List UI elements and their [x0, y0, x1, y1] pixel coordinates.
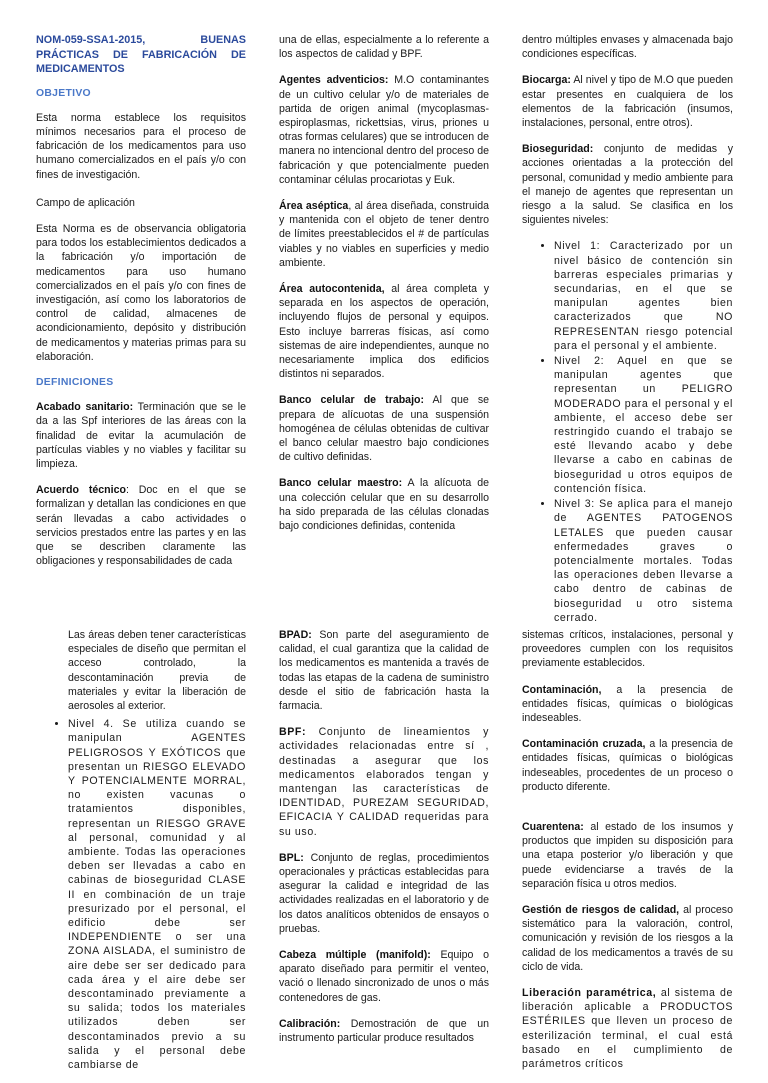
continuation-text: Las áreas deben tener características especiales de diseño que permitan el acceso controlado, la descontaminación previa de materiales y evitar la liberación de aerosoles al exterior. — [68, 629, 246, 713]
definiciones-heading: DEFINICIONES — [36, 376, 114, 388]
term-label: Calibración: — [279, 1017, 341, 1030]
definition-text: Terminación que se le da a las Spf interiores de las áreas con la finalidad de evitar la acumulación de partículas viables y no viables y facilitar su limpieza. — [36, 401, 246, 470]
column-2 — [279, 33, 489, 545]
campo-heading: Campo de aplicación — [36, 196, 135, 209]
objetivo-heading: OBJETIVO — [36, 87, 91, 99]
term-label: Área aséptica — [279, 200, 349, 213]
continuation-text: una de ellas, especialmente a lo referente a los aspectos de calidad y BPF. — [279, 34, 489, 61]
term-label: Cuarentena: — [522, 821, 584, 834]
definition-text: : Doc en el que se formalizan y detallan las condiciones en que serán llevadas a cabo actividades o servicios prestados entre las partes y en las que se describen claramente las obligaciones y responsabilidades de cada — [36, 484, 246, 568]
definition-acuerdo — [36, 483, 246, 568]
term-label: Acuerdo técnico — [36, 484, 126, 497]
column-1 — [36, 628, 246, 1082]
bioseguridad-levels-list-continued — [36, 717, 246, 1072]
definition-text: Demostración de que un instrumento particular produce resultados — [279, 1017, 489, 1045]
definition-text: Conjunto de lineamientos y actividades relacionadas entre sí , destinadas a asegurar que los medicamentos elaborados tengan y mantengan las características de IDENTIDAD, PUREZAM SEGURIDAD, EFICACIA Y CALIDAD requeridas para su uso. — [279, 726, 489, 838]
definition-text: Al que se prepara de alícuotas de una suspensión homogénea de células obtenidas de cultivar el banco celular maestro bajo condiciones de cultivo definidas. — [279, 394, 490, 464]
definition-text: al proceso sistemático para la valoración, control, comunicación y revisión de los riesgos a la calidad de los medicamentos a través de su ciclo de vida. — [522, 904, 733, 973]
definition-bpl — [279, 851, 489, 936]
definition-text: Son parte del aseguramiento de calidad, el cual garantiza que la calidad de los medicamentos es mantenida a través de todas las etapas de la cadena de suministro desde el sitio de fabricación hasta la farmacia. — [279, 629, 489, 713]
definition-text: M.O contaminantes de un cultivo celular y/o de materiales de partida de origen animal (mycoplasmas-espiroplasmas, rickettsias, virus, priones u otras formas celulares) que se introducen de manera no intencional dentro del proceso de fabricación y que potencialmente pueden contaminar células procariotas y Euk. — [279, 74, 489, 186]
objetivo-text: Esta norma establece los requisitos mínimos necesarios para el proceso de fabricación de los medicamentos para uso humano comercializados en el país y/o con fines de investigación. — [36, 111, 246, 181]
term-label: BPL: — [279, 851, 304, 864]
term-label: Liberación paramétrica, — [522, 987, 657, 1000]
definition-cuarentena — [522, 820, 733, 891]
definition-bpad — [279, 628, 489, 713]
definition-text: Al nivel y tipo de M.O que pueden estar presentes en cualquiera de los elementos de la fabricación (insumos, instalaciones, personal, entre otros). — [522, 74, 733, 130]
column-3 — [522, 33, 733, 635]
definition-bioseguridad — [522, 142, 733, 227]
term-label: Área autocontenida, — [279, 283, 385, 296]
definition-text: Equipo o aparato diseñado para permitir el venteo, vació o llenado sincronizado de unos o más contenedores de gas. — [279, 949, 489, 1004]
definition-area-aseptica — [279, 199, 489, 270]
definition-area-autocontenida — [279, 282, 489, 381]
definition-cabeza-multiple — [279, 948, 489, 1005]
definition-text: al área completa y separada en los aspectos de operación, incluyendo flujos de personal y equipos. Esto incluye barreras físicas, así como sistemas de aire independientes, aunque no necesariamente implica dos edificios distintos ni separados. — [279, 283, 489, 381]
term-label: Gestión de riesgos de calidad, — [522, 904, 680, 917]
list-item-nivel-2: • Nivel 2: Aquel en que se manipulan agentes que representan un PELIGRO MODERADO para el personal y el ambiente, el acceso debe ser restringido cuando el trabajo se esté llevando acabo y debe llevarse a cabo en cabinas de bioseguridad u otros equipos de contención física. — [554, 354, 733, 496]
definition-text: A la alícuota de una colección celular que en su desarrollo ha sido preparada de las células clonadas bajo condiciones definidas, contenida — [279, 477, 489, 533]
continuation-text: sistemas críticos, instalaciones, personal y proveedores cumplen con los requisitos previamente establecidos. — [522, 629, 733, 670]
definition-text: al estado de los insumos y productos que impiden su disposición para una etapa posterior y/o liberación y que puede evidenciarse a través de la separación física u otros medios. — [522, 821, 733, 890]
term-label: Acabado sanitario: — [36, 401, 134, 414]
campo-text: Esta Norma es de observancia obligatoria para todos los establecimientos dedicados a la fabricación y/o importación de medicamentos para uso humano comercializados en el país y/o con fines de investigación, así como los laboratorios de control de calidad, almacenes de acondicionamiento, depósito y distribución de medicamentos y materias primas para su elaboración. — [36, 222, 246, 363]
definition-text: , al área diseñada, construida y mantenida con el objeto de tener dentro de límites preestablecidos el # de partículas viables y no viables en superficies y medio ambiente. — [279, 200, 489, 269]
term-label: Biocarga: — [522, 74, 571, 87]
definition-bpf — [279, 725, 489, 839]
definition-liberacion-parametrica — [522, 986, 733, 1071]
term-label: Banco celular de trabajo: — [279, 394, 425, 407]
definition-text: Conjunto de reglas, procedimientos operacionales y prácticas establecidas para asegurar la calidad e integridad de las actividades realizadas en el laboratorio y de los datos analíticos obtenidos de ensayos o pruebas. — [279, 851, 489, 935]
definition-text: a la presencia de entidades físicas, químicas o biológicas indeseables, procedentes de un proceso o producto diferente. — [522, 738, 733, 793]
document-title: NOM-059-SSA1-2015, BUENAS PRÁCTICAS DE FABRICACIÓN DE MEDICAMENTOS — [36, 34, 246, 75]
definition-biocarga — [522, 73, 733, 130]
definition-contaminacion-cruzada — [522, 737, 733, 794]
column-3 — [522, 628, 733, 1083]
definition-contaminacion — [522, 683, 733, 726]
term-label: Contaminación cruzada, — [522, 738, 646, 751]
definition-text: a la presencia de entidades físicas, químicas o biológicas indeseables. — [522, 683, 733, 725]
term-label: Cabeza múltiple (manifold): — [279, 949, 431, 962]
definition-gestion-riesgos — [522, 903, 733, 974]
definition-text: conjunto de medidas y acciones orientadas a la protección del personal, comunidad y medio ambiente para el manejo de agentes que representan un riesgo a la salud. Se clasifica en los siguientes niveles: — [522, 143, 733, 227]
list-item-nivel-3: • Nivel 3: Se aplica para el manejo de AGENTES PATOGENOS LETALES que pueden causar enfermedades graves o potencialmente mortales. Todas las operaciones deben llevarse a cabo dentro de cabinas de bioseguridad u otro sistema cerrado. — [554, 497, 733, 625]
term-label: BPAD: — [279, 629, 312, 641]
continuation-text: dentro múltiples envases y almacenada bajo condiciones específicas. — [522, 34, 733, 61]
definition-calibracion — [279, 1017, 489, 1045]
definition-acabado — [36, 400, 246, 471]
column-1 — [36, 33, 246, 580]
definition-agentes — [279, 73, 489, 187]
document-page-2 — [0, 612, 768, 1072]
list-item-nivel-4: • Nivel 4. Se utiliza cuando se manipulan AGENTES PELIGROSOS Y EXÓTICOS que presentan un RIESGO ELEVADO Y POTENCIALMENTE MORRAL, no existen vacunas o tratamientos disponibles, representan un RIESGO GRAVE al personal, comunidad y al ambiente. Todas las operaciones deben ser llevadas a cabo en cabinas de bioseguridad CLASE II en combinación de un traje presurizado por el personal, el edificio debe ser INDEPENDIENTE o ser una ZONA AISLADA, el suministro de aire debe ser ser dedicado para cada área y el aire debe ser descontaminado previamente a su salida; todos los materiales utilizados deben ser descontaminados previo a su salida y el personal debe cambiarse de — [68, 717, 246, 1072]
term-label: Agentes adventicios: — [279, 74, 389, 87]
definition-banco-trabajo — [279, 393, 489, 464]
definition-text: al sistema de liberación aplicable a PRODUCTOS ESTÉRILES que lleven un proceso de esterilización terminal, el cual está basado en el cumplimiento de parámetros críticos — [522, 987, 733, 1071]
column-2 — [279, 628, 489, 1057]
term-label: BPF: — [279, 726, 307, 739]
term-label: Contaminación, — [522, 683, 602, 696]
definition-banco-maestro — [279, 476, 489, 533]
term-label: Banco celular maestro: — [279, 477, 403, 490]
bioseguridad-levels-list — [522, 239, 733, 624]
term-label: Bioseguridad: — [522, 143, 594, 156]
list-item-nivel-1: • Nivel 1: Caracterizado por un nivel básico de contención sin barreras especiales primarias y secundarias, en el que se manipulan agentes bien caracterizados que NO REPRESENTAN riesgo potencial para el personal y el ambiente. — [554, 239, 733, 353]
